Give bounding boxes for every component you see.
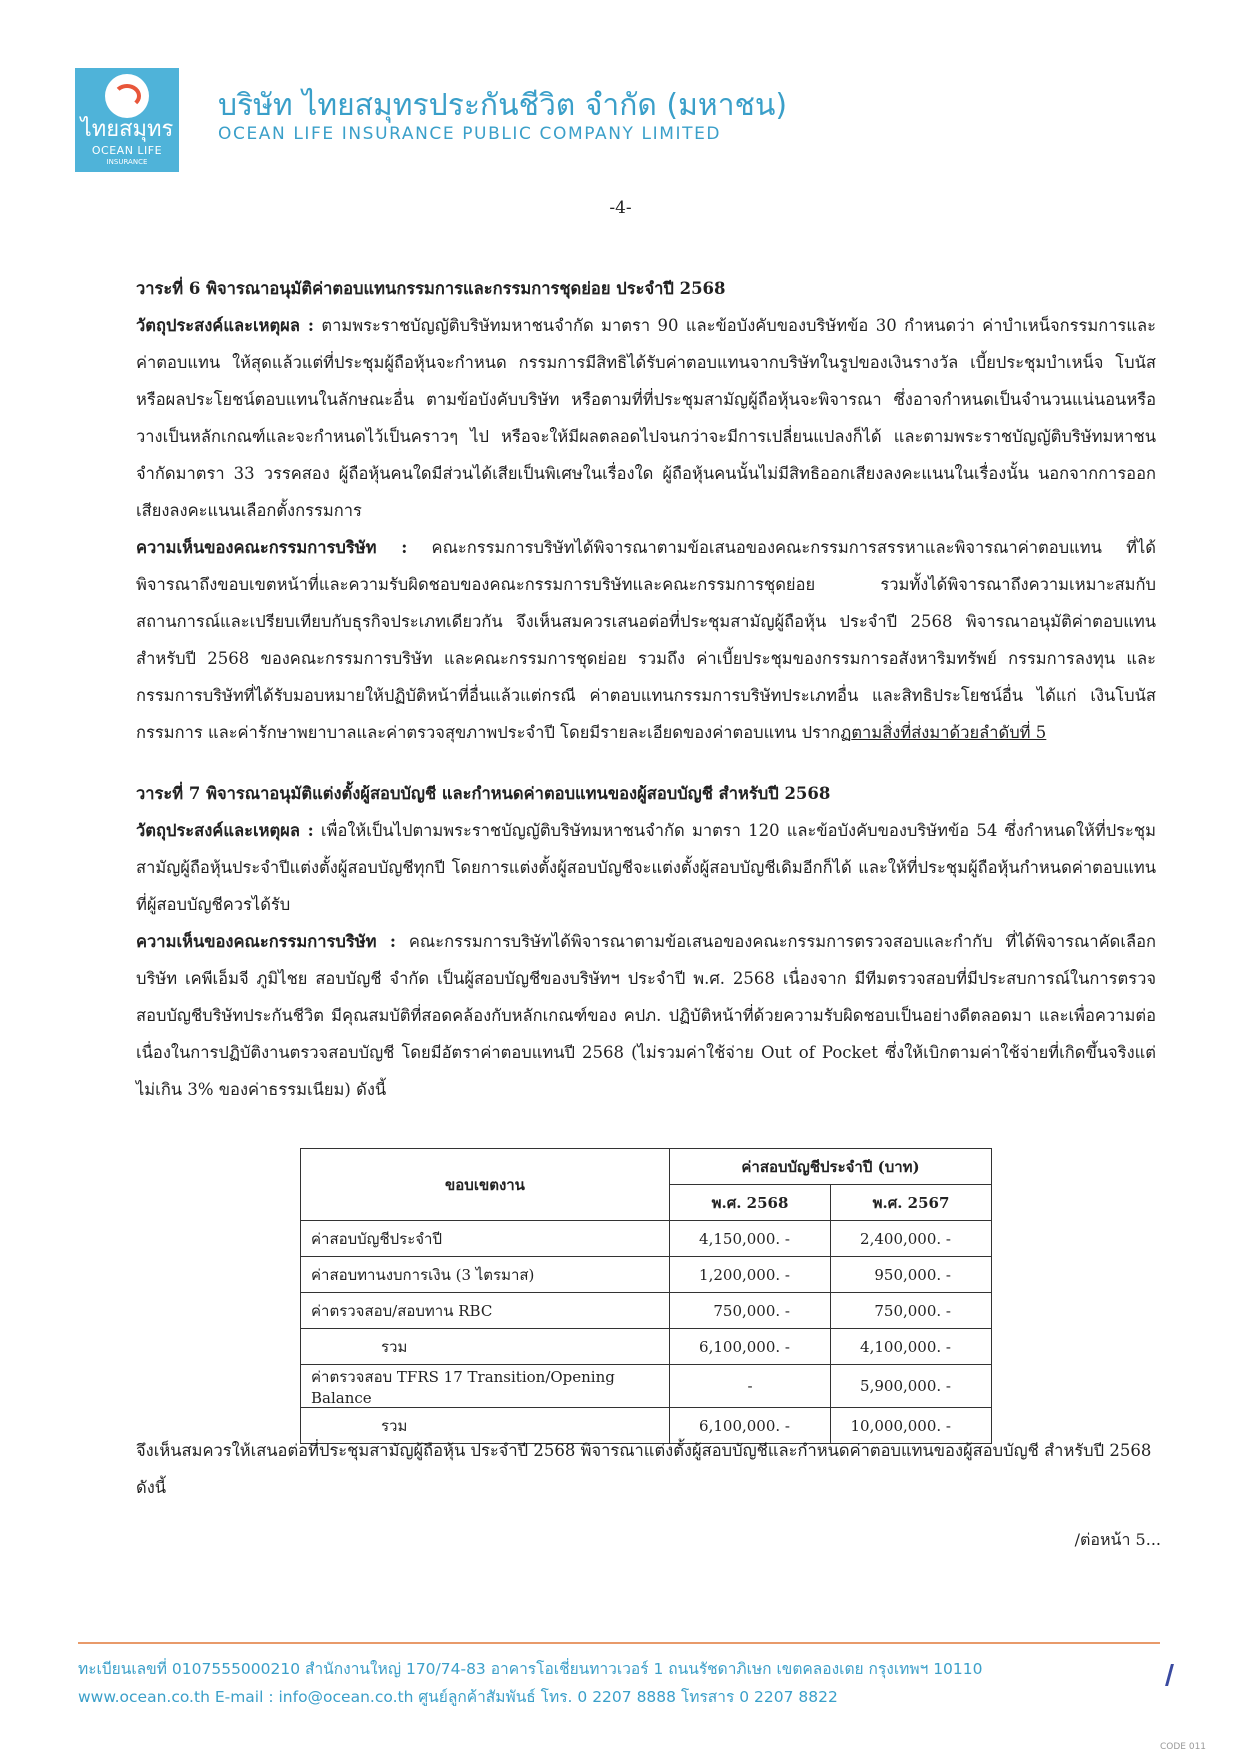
agenda7-opinion-text: คณะกรรมการบริษัทได้พิจารณาตามข้อเสนอของคณะกรรมการตรวจสอบและกำกับ ที่ได้พิจารณาคัดเลือก บริษัท เคพีเอ็มจี ภูมิไชย สอบบัญชี จำกัด เป็นผู้สอบบัญชีของบริษัทฯ ประจำปี พ.ศ. 2568 เนื่องจาก มีทีมตรวจสอบที่มีประสบการณ์ในการตรวจสอบบัญชีบริษัทประกันชีวิต มีคุณสมบัติที่สอดคล้องกับหลักเกณฑ์ของ คปภ. ปฏิบัติหน้าที่ด้วยความรับผิดชอบเป็นอย่างดีตลอดมา และเพื่อความต่อเนื่องในการปฏิบัติงานตรวจสอบบัญชี โดยมีอัตราค่าตอบแทนปี 2568 (ไม่รวมค่าใช้จ่าย Out of Pocket ซึ่งให้เบิกตามค่าใช้จ่ายที่เกิดขึ้นจริงแต่ไม่เกิน 3% ของค่าธรรมเนียม) ดังนี้	[136, 932, 1156, 1099]
value-2568: 6,100,000. -	[670, 1408, 831, 1444]
company-logo	[75, 68, 179, 172]
continued-marker: /ต่อหน้า 5...	[1074, 1530, 1161, 1549]
agenda7-opinion-label: ความเห็นของคณะกรรมการบริษัท :	[136, 932, 396, 951]
year-2568-header: พ.ศ. 2568	[670, 1185, 831, 1221]
agenda6-objective-text: ตามพระราชบัญญัติบริษัทมหาชนจำกัด มาตรา 90 และข้อบังคับของบริษัทข้อ 30 กำหนดว่า ค่าบำเหน็จกรรมการและค่าตอบแทน ให้สุดแล้วแต่ที่ประชุมผู้ถือหุ้นจะกำหนด กรรมการมีสิทธิได้รับค่าตอบแทนจากบริษัทในรูปของเงินรางวัล เบี้ยประชุมบำเหน็จ โบนัส หรือผลประโยชน์ตอบแทนในลักษณะอื่น ตามข้อบังคับบริษัท หรือตามที่ที่ประชุมสามัญผู้ถือหุ้นจะพิจารณา ซึ่งอาจกำหนดเป็นจำนวนแน่นอนหรือวางเป็นหลักเกณฑ์และจะกำหนดไว้เป็นคราวๆ ไป หรือจะให้มีผลตลอดไปจนกว่าจะมีการเปลี่ยนแปลงก็ได้ และตามพระราชบัญญัติบริษัทมหาชนจำกัดมาตรา 33 วรรคสอง ผู้ถือหุ้นคนใดมีส่วนได้เสียเป็นพิเศษในเรื่องใด ผู้ถือหุ้นคนนั้นไม่มีสิทธิออกเสียงลงคะแนนในเรื่องนั้น นอกจากการออกเสียงลงคะแนนเลือกตั้งกรรมการ	[136, 316, 1156, 520]
company-name-en: OCEAN LIFE INSURANCE PUBLIC COMPANY LIMITED	[218, 124, 722, 144]
row-label: รวม	[301, 1408, 670, 1444]
table-row-total	[301, 1329, 992, 1365]
agenda6-opinion-text: คณะกรรมการบริษัทได้พิจารณาตามข้อเสนอของคณะกรรมการสรรหาและพิจารณาค่าตอบแทน ที่ได้พิจารณาถึงขอบเขตหน้าที่และความรับผิดชอบของคณะกรรมการบริษัทและคณะกรรมการชุดย่อย รวมทั้งได้พิจารณาถึงความเหมาะสมกับสถานการณ์และเปรียบเทียบกับธุรกิจประเภทเดียวกัน จึงเห็นสมควรเสนอต่อที่ประชุมสามัญผู้ถือหุ้น ประจำปี 2568 พิจารณาอนุมัติค่าตอบแทนสำหรับปี 2568 ของคณะกรรมการบริษัท และคณะกรรมการชุดย่อย รวมถึง ค่าเบี้ยประชุมของกรรมการอสังหาริมทรัพย์ กรรมการลงทุน และกรรมการบริษัทที่ได้รับมอบหมายให้ปฏิบัติหน้าที่อื่นแล้วแต่กรณี ค่าตอบแทนกรรมการบริษัทประเภทอื่น และสิทธิประโยชน์อื่น ได้แก่ เงินโบนัสกรรมการ และค่ารักษาพยาบาลและค่าตรวจสุขภาพประจำปี โดยมีรายละเอียดของค่าตอบแทน ปรากฏ	[136, 538, 1157, 742]
row-label: ค่าสอบบัญชีประจำปี	[301, 1221, 670, 1257]
logo-thai-text: ไทยสมุทร	[80, 117, 174, 142]
agenda7-objective	[136, 812, 1156, 923]
footer-address: ทะเบียนเลขที่ 0107555000210 สำนักงานใหญ่ 170/74-83 อาคารโอเชี่ยนทาวเวอร์ 1 ถนนรัชดาภิเษก เขตคลองเตย กรุงเทพฯ 10110	[78, 1660, 983, 1678]
table-row	[301, 1365, 992, 1408]
agenda7-opinion	[136, 923, 1156, 1108]
value-2568: 1,200,000. -	[670, 1257, 831, 1293]
agenda6-objective-label: วัตถุประสงค์และเหตุผล :	[136, 316, 314, 335]
agenda6-attachment-link[interactable]: ตามสิ่งที่ส่งมาด้วยลำดับที่ 5	[851, 723, 1047, 742]
agenda7-objective-text: เพื่อให้เป็นไปตามพระราชบัญญัติบริษัทมหาชนจำกัด มาตรา 120 และข้อบังคับของบริษัทข้อ 54 ซึ่งกำหนดให้ที่ประชุมสามัญผู้ถือหุ้นประจำปีแต่งตั้งผู้สอบบัญชีทุกปี โดยการแต่งตั้งผู้สอบบัญชีจะแต่งตั้งผู้สอบบัญชีเดิมอีกก็ได้ และให้ที่ประชุมผู้ถือหุ้นกำหนดค่าตอบแทนที่ผู้สอบบัญชีควรได้รับ	[136, 821, 1156, 914]
table-row	[301, 1221, 992, 1257]
page-number: -4-	[609, 198, 632, 218]
agenda6-opinion-label: ความเห็นของคณะกรรมการบริษัท :	[136, 538, 408, 557]
document-body	[136, 270, 1156, 1108]
table-row	[301, 1257, 992, 1293]
company-name-thai: บริษัท ไทยสมุทรประกันชีวิต จำกัด (มหาชน)	[218, 88, 788, 123]
audit-fee-table	[300, 1148, 992, 1444]
logo-en-sub-text: INSURANCE	[106, 158, 148, 166]
logo-en-text: OCEAN LIFE	[91, 144, 163, 157]
footer-divider	[78, 1642, 1160, 1644]
value-2568: 4,150,000. -	[670, 1221, 831, 1257]
value-2567: 750,000. -	[831, 1293, 992, 1329]
agenda7-objective-label: วัตถุประสงค์และเหตุผล :	[136, 821, 314, 840]
value-2568: -	[670, 1365, 831, 1408]
fee-header: ค่าสอบบัญชีประจำปี (บาท)	[670, 1149, 992, 1185]
conclusion-text: จึงเห็นสมควรให้เสนอต่อที่ประชุมสามัญผู้ถือหุ้น ประจำปี 2568 พิจารณาแต่งตั้งผู้สอบบัญชีและกำหนดค่าตอบแทนของผู้สอบบัญชี สำหรับปี 2568 ดังนี้	[136, 1441, 1152, 1497]
agenda6-objective	[136, 307, 1156, 529]
footer-contact: www.ocean.co.th E-mail : info@ocean.co.th ศูนย์ลูกค้าสัมพันธ์ โทร. 0 2207 8888 โทรสาร 0 2207 8822	[78, 1688, 838, 1706]
logo-emblem-icon	[105, 74, 149, 118]
agenda7-title: วาระที่ 7 พิจารณาอนุมัติแต่งตั้งผู้สอบบัญชี และกำหนดค่าตอบแทนของผู้สอบบัญชี สำหรับปี 2568	[136, 784, 831, 803]
agenda6-title: วาระที่ 6 พิจารณาอนุมัติค่าตอบแทนกรรมการและกรรมการชุดย่อย ประจำปี 2568	[136, 279, 726, 298]
agenda6-opinion	[136, 529, 1156, 751]
table-row	[301, 1293, 992, 1329]
value-2568: 6,100,000. -	[670, 1329, 831, 1365]
value-2567: 10,000,000. -	[831, 1408, 992, 1444]
row-label: รวม	[301, 1329, 670, 1365]
form-code: CODE 011	[1160, 1742, 1207, 1752]
value-2567: 950,000. -	[831, 1257, 992, 1293]
value-2567: 5,900,000. -	[831, 1365, 992, 1408]
row-label: ค่าสอบทานงบการเงิน (3 ไตรมาส)	[301, 1257, 670, 1293]
year-2567-header: พ.ศ. 2567	[831, 1185, 992, 1221]
value-2567: 4,100,000. -	[831, 1329, 992, 1365]
scope-header: ขอบเขตงาน	[301, 1149, 670, 1221]
value-2567: 2,400,000. -	[831, 1221, 992, 1257]
signature-mark-icon	[1165, 1664, 1194, 1686]
value-2568: 750,000. -	[670, 1293, 831, 1329]
row-label: ค่าตรวจสอบ/สอบทาน RBC	[301, 1293, 670, 1329]
row-label: ค่าตรวจสอบ TFRS 17 Transition/Opening Balance	[301, 1365, 670, 1408]
